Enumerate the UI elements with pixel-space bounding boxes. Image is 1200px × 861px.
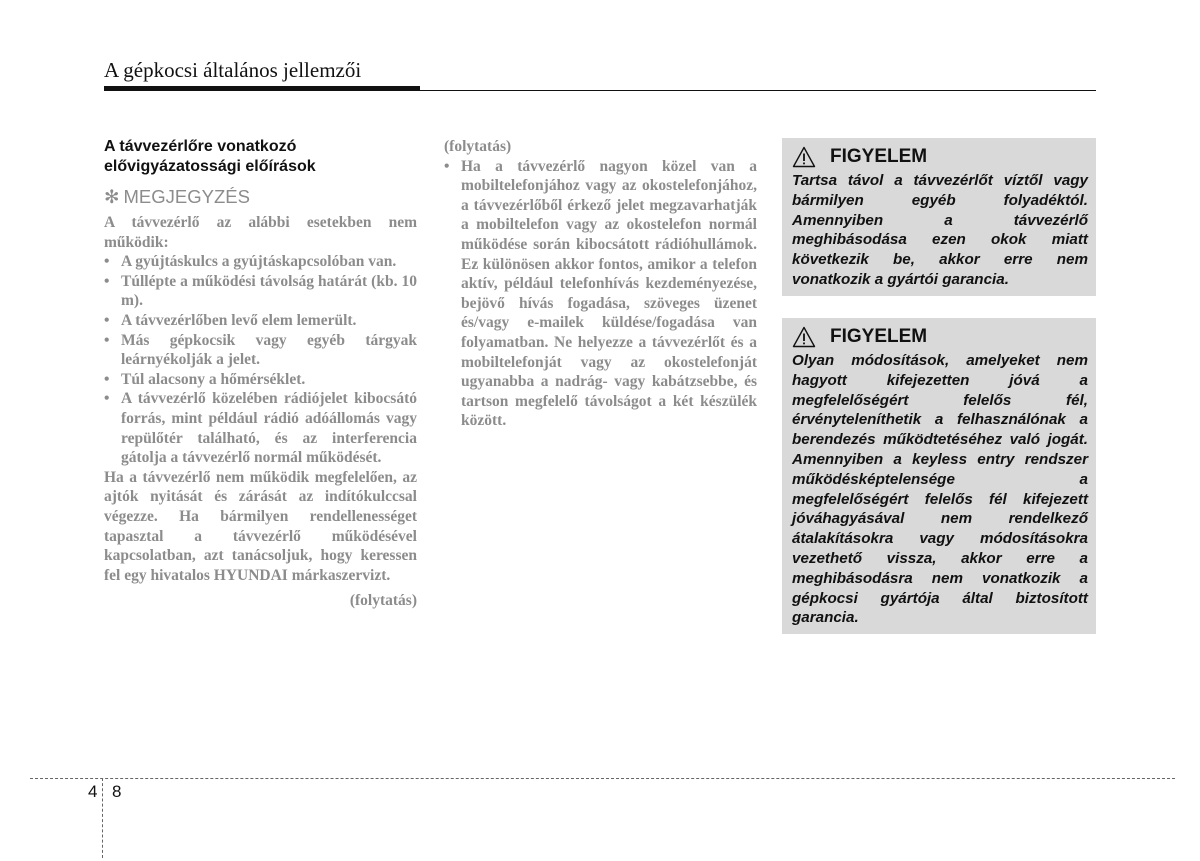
continued-label: (folytatás) (444, 138, 512, 155)
warning-title: FIGYELEM (830, 146, 928, 167)
bullet-icon: • (444, 157, 450, 175)
list-item (104, 252, 417, 272)
list-item-text: A gyújtáskulcs a gyújtáskapcsolóban van. (121, 253, 397, 271)
list-item (104, 311, 417, 331)
note-heading-label: MEGJEGYZÉS (123, 186, 250, 207)
warning-triangle-icon (792, 326, 816, 348)
warning-box (782, 318, 1096, 634)
header-rule (420, 90, 1096, 91)
list-item-text: Ha a távvezérlő nagyon közel van a mobiltelefonjához vagy az okostelefonjához, a távvezérlőből érkező jelet megzavarhatják a mobiltelefon vagy az okostelefon normál működése során kibocsátott rádióhullámok. Ez különösen akkor fontos, amikor a telefon aktív, például telefonhívás kezdeményezése, bejövő hívás fogadása, szöveges üzenet és/vagy e-mailek küldése/fogadása van folyamatban. Ne helyezze a távvezérlőt és a mobiltelefonját vagy az okostelefonját ugyanabba a nadrág- vagy kabátzsebbe, és tartson megfelelő távolságot a két készülék között. (461, 157, 757, 430)
bullet-icon: • (104, 331, 110, 349)
bullet-icon: • (104, 311, 110, 329)
bullet-icon: • (104, 272, 110, 290)
bullet-icon: • (104, 390, 110, 408)
left-column (104, 137, 417, 611)
list-item (444, 157, 757, 431)
list-item (104, 331, 417, 370)
asterisk-icon: ✻ (104, 186, 120, 207)
list-item-text: Túllépte a működési távolság határát (kb. 10 m). (121, 272, 417, 310)
warning-header (792, 326, 1088, 348)
list-item (104, 370, 417, 390)
warning-text: Tartsa távol a távvezérlőt víztől vagy bármilyen egyéb folyadéktól. Amennyiben a távvezérlő meghibásodása ezen okok miatt következik be, akkor erre nem vonatkozik a gyártói garancia. (792, 172, 1088, 288)
continued-label: (folytatás) (349, 592, 417, 610)
note-heading (104, 186, 417, 208)
list-item (104, 272, 417, 311)
header-accent-bar (104, 86, 420, 91)
footer-divider (30, 778, 1175, 779)
warning-triangle-icon (792, 146, 816, 168)
warning-text: Olyan módosítások, amelyeket nem hagyott kifejezetten jóvá a megfelelőségért felelős fél, érvényteleníthetik a felhasználónak a berendezés működtetéséhez való jogát. Amennyiben a keyless entry rendszer működésképtelensége a megfelelőségért felelős fél kifejezett jóváhagyásával nem rendelkező átalakításokra vagy módosításokra vezethető vissza, akkor erre a meghibásodásra nem vonatkozik a gépkocsi gyártója által biztosított garancia. (792, 352, 1088, 627)
section-title: A távvezérlőre vonatkozó elővigyázatossági előírások (104, 138, 316, 175)
page-number: 8 (112, 782, 122, 801)
page-section-number: 4 (88, 782, 98, 801)
warning-title: FIGYELEM (830, 326, 928, 347)
list-item-text: A távvezérlő közelében rádiójelet kibocsátó forrás, mint például rádió adóállomás vagy repülőtér található, és az interferencia gátolja a távvezérlő normál működését. (121, 390, 417, 467)
list-item-text: Túl alacsony a hőmérséklet. (121, 370, 306, 388)
bullet-icon: • (104, 253, 110, 271)
list-item-text: Más gépkocsik vagy egyéb tárgyak leárnyékolják a jelet. (121, 331, 417, 369)
warning-box (782, 138, 1096, 296)
list-item (104, 389, 417, 467)
middle-column (444, 137, 757, 431)
warning-header (792, 146, 1088, 168)
list-item-text: A távvezérlőben levő elem lemerült. (121, 311, 357, 329)
page-header-title: A gépkocsi általános jellemzői (104, 58, 362, 82)
bullet-icon: • (104, 370, 110, 388)
body-paragraph: Ha a távvezérlő nem működik megfelelően, az ajtók nyitását és zárását az indítókulccsal végezze. Ha bármilyen rendellenességet tapasztal a távvezérlő működésével kapcsolatban, azt tanácsoljuk, hogy keressen fel egy hivatalos HYUNDAI márkaszervizt. (104, 468, 417, 584)
footer-vertical-divider (102, 778, 103, 858)
note-intro: A távvezérlő az alábbi esetekben nem működik: (104, 214, 417, 251)
